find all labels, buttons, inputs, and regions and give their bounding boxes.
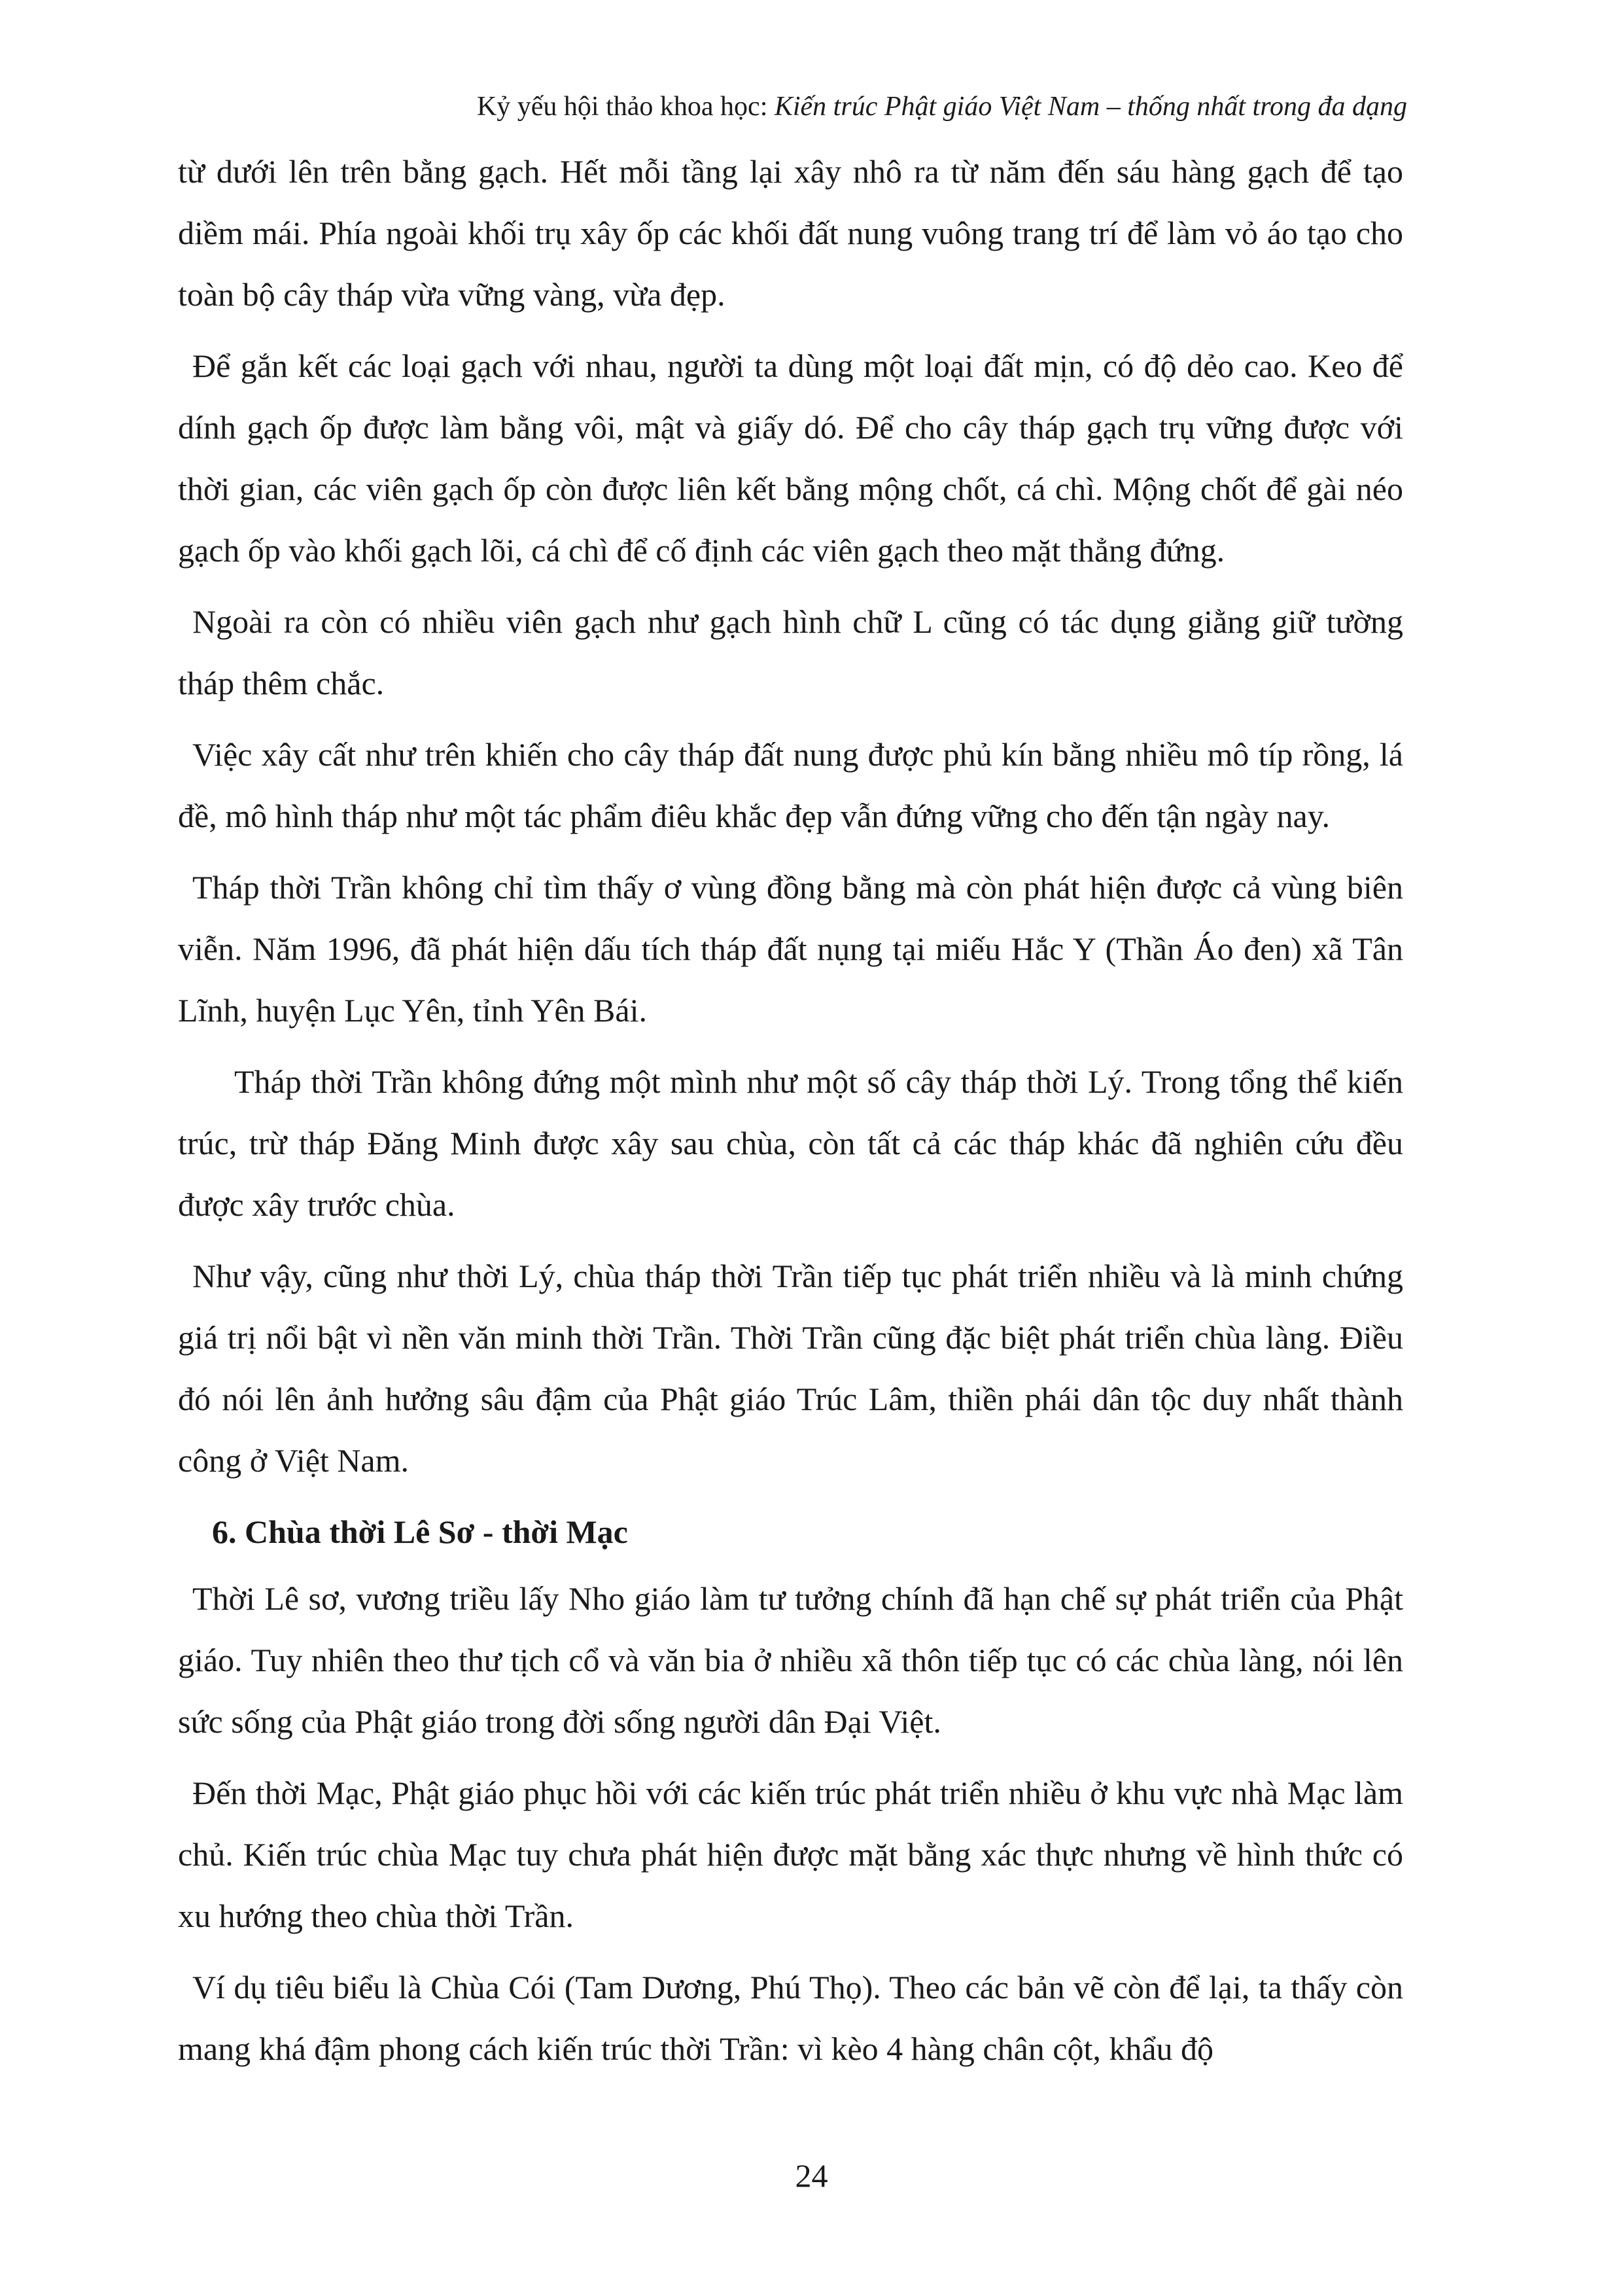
paragraph: Ví dụ tiêu biểu là Chùa Cói (Tam Dương, Phú Thọ). Theo các bản vẽ còn để lại, ta thấy còn mang khá đậm phong cách kiến trúc thời Trần: vì kèo 4 hàng chân cột, khẩu độ [178,1969,1403,2067]
paragraph: Đến thời Mạc, Phật giáo phục hồi với các kiến trúc phát triển nhiều ở khu vực nhà Mạc làm chủ. Kiến trúc chùa Mạc tuy chưa phát hiện được mặt bằng xác thực nhưng về hình thức có xu hướng theo chùa thời Trần. [178,1775,1403,1934]
paragraph: từ dưới lên trên bằng gạch. Hết mỗi tầng lại xây nhô ra từ năm đến sáu hàng gạch để tạo diềm mái. Phía ngoài khối trụ xây ốp các khối đất nung vuông trang trí để làm vỏ áo tạo cho toàn bộ cây tháp vừa vững vàng, vừa đẹp. [178,153,1403,313]
paragraph: Việc xây cất như trên khiến cho cây tháp đất nung được phủ kín bằng nhiều mô típ rồng, lá đề, mô hình tháp như một tác phẩm điêu khắc đẹp vẫn đứng vững cho đến tận ngày nay. [178,736,1403,834]
paragraph: Để gắn kết các loại gạch với nhau, người ta dùng một loại đất mịn, có độ dẻo cao. Keo để dính gạch ốp được làm bằng vôi, mật và giấy dó. Để cho cây tháp gạch trụ vững được với thời gian, các viên gạch ốp còn được liên kết bằng mộng chốt, cá chì. Mộng chốt để gài néo gạch ốp vào khối gạch lõi, cá chì để cố định các viên gạch theo mặt thẳng đứng. [178,347,1403,569]
section-heading: 6. Chùa thời Lê Sơ - thời Mạc [212,1513,628,1550]
body-text [178,141,1403,2089]
page-number: 24 [795,2157,828,2194]
header-title: Kiến trúc Phật giáo Việt Nam – thống nhất trong đa dạng [774,92,1407,122]
header-prefix: Kỷ yếu hội thảo khoa học: [476,92,775,122]
paragraph: Ngoài ra còn có nhiều viên gạch như gạch hình chữ L cũng có tác dụng giằng giữ tường tháp thêm chắc. [178,603,1403,701]
running-header [177,88,1407,125]
paragraph: Tháp thời Trần không chỉ tìm thấy ơ vùng đồng bằng mà còn phát hiện được cả vùng biên viễn. Năm 1996, đã phát hiện dấu tích tháp đất nụng tại miếu Hắc Y (Thần Áo đen) xã Tân Lĩnh, huyện Lục Yên, tỉnh Yên Bái. [178,869,1403,1029]
paragraph: Tháp thời Trần không đứng một mình như một số cây tháp thời Lý. Trong tổng thể kiến trúc, trừ tháp Đăng Minh được xây sau chùa, còn tất cả các tháp khác đã nghiên cứu đều được xây trước chùa. [178,1063,1403,1223]
paragraph: Như vậy, cũng như thời Lý, chùa tháp thời Trần tiếp tục phát triển nhiều và là minh chứng giá trị nổi bật vì nền văn minh thời Trần. Thời Trần cũng đặc biệt phát triển chùa làng. Điều đó nói lên ảnh hưởng sâu đậm của Phật giáo Trúc Lâm, thiền phái dân tộc duy nhất thành công ở Việt Nam. [178,1258,1403,1479]
paragraph: Thời Lê sơ, vương triều lấy Nho giáo làm tư tưởng chính đã hạn chế sự phát triển của Phật giáo. Tuy nhiên theo thư tịch cổ và văn bia ở nhiều xã thôn tiếp tục có các chùa làng, nói lên sức sống của Phật giáo trong đời sống người dân Đại Việt. [178,1580,1403,1740]
